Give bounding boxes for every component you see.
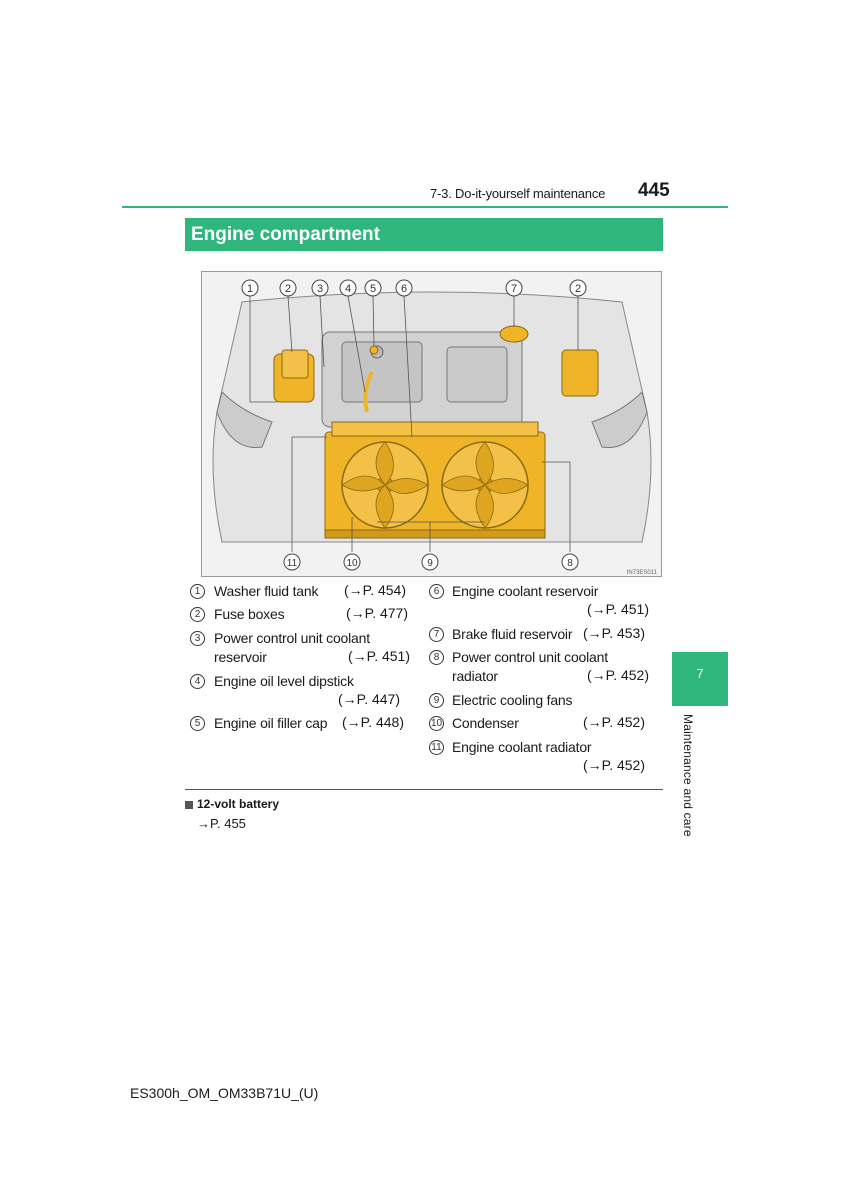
legend-ref-8: (→P. 452): [587, 667, 649, 683]
chapter-tab[interactable]: 7: [672, 652, 728, 706]
legend-ref-2: (→P. 477): [346, 605, 408, 621]
legend-num-5: 5: [190, 716, 205, 731]
chapter-label: Maintenance and care: [681, 714, 695, 837]
legend-label-9: Electric cooling fans: [452, 692, 573, 708]
callout-9: 9: [427, 558, 433, 569]
legend-num-1: 1: [190, 584, 205, 599]
figure-code: IN73ES011: [626, 570, 657, 576]
callout-8: 8: [567, 558, 573, 569]
engine-figure: [201, 271, 662, 577]
fuse-box-right: [562, 350, 598, 396]
legend-ref-5: (→P. 448): [342, 714, 404, 730]
legend-label-7: Brake fluid reservoir: [452, 626, 573, 642]
footer-code: ES300h_OM_OM33B71U_(U): [130, 1085, 319, 1101]
legend-ref-7: (→P. 453): [583, 625, 645, 641]
legend-label-11: Engine coolant radiator: [452, 739, 592, 755]
brake-fluid-reservoir: [500, 326, 528, 342]
legend-ref-11: (→P. 452): [583, 757, 645, 773]
legend-num-3: 3: [190, 631, 205, 646]
bullet-square: [185, 801, 193, 809]
legend-num-11: 11: [429, 740, 444, 755]
callout-1: 1: [246, 283, 254, 295]
legend-ref-4: (→P. 447): [338, 691, 400, 707]
legend-num-6: 6: [429, 584, 444, 599]
callout-2-left: 2: [284, 283, 292, 295]
legend-label-10: Condenser: [452, 715, 519, 731]
legend-label-3a: Power control unit coolant: [214, 630, 370, 646]
legend-num-7: 7: [429, 627, 444, 642]
callout-6: 6: [400, 283, 408, 295]
legend-ref-3: (→P. 451): [348, 648, 410, 664]
legend-label-2: Fuse boxes: [214, 606, 285, 622]
legend-label-1: Washer fluid tank: [214, 583, 319, 599]
legend-ref-6: (→P. 451): [587, 601, 649, 617]
legend-label-8b: radiator: [452, 668, 498, 684]
legend-label-4: Engine oil level dipstick: [214, 673, 354, 689]
engine-illustration: [202, 272, 662, 577]
legend-num-2: 2: [190, 607, 205, 622]
battery-title: 12-volt battery: [197, 797, 280, 811]
callout-2-right: 2: [574, 283, 582, 295]
legend-label-3b: reservoir: [214, 649, 267, 665]
engine-oil-filler-cap: [370, 346, 378, 354]
callout-10: 10: [346, 558, 358, 569]
page-number: 445: [638, 180, 670, 201]
legend-num-10: 10: [430, 718, 443, 729]
battery-ref: →P. 455: [197, 816, 246, 831]
callout-7: 7: [510, 283, 518, 295]
fuse-box-left: [282, 350, 308, 378]
callout-4: 4: [344, 283, 352, 295]
callout-3: 3: [316, 283, 324, 295]
legend-label-8a: Power control unit coolant: [452, 649, 608, 665]
callout-5: 5: [369, 283, 377, 295]
legend-label-6: Engine coolant reservoir: [452, 583, 599, 599]
section-title: Engine compartment: [185, 218, 663, 251]
legend-ref-10: (→P. 452): [583, 714, 645, 730]
legend-num-8: 8: [429, 650, 444, 665]
legend-ref-1: (→P. 454): [344, 582, 406, 598]
callout-11: 11: [286, 558, 298, 569]
header-section: 7-3. Do-it-yourself maintenance: [430, 186, 606, 201]
legend-num-9: 9: [429, 693, 444, 708]
legend-num-4: 4: [190, 674, 205, 689]
header-rule: [122, 206, 728, 208]
legend-bottom-rule: [185, 789, 663, 790]
legend-label-5: Engine oil filler cap: [214, 715, 328, 731]
